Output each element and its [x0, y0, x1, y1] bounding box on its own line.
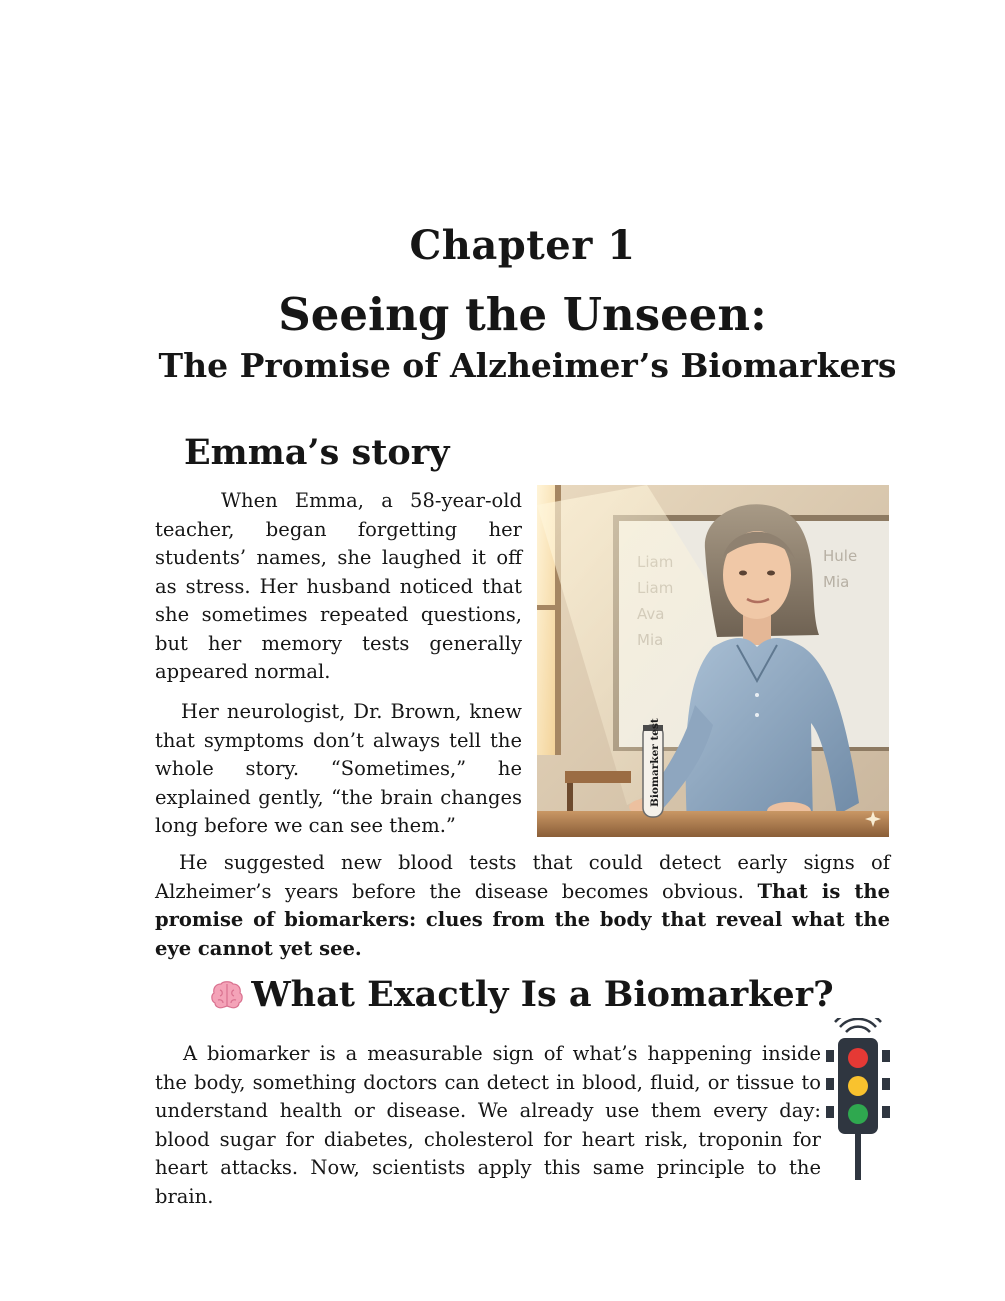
tube-label: Biomarker test: [649, 718, 661, 807]
emma-paragraph-2: Her neurologist, Dr. Brown, knew that symptoms don’t always tell the whole story. “Sometimes,” he explained gently, “the brain changes long before we can see them.”: [155, 700, 522, 837]
board-name-5: Hule: [823, 547, 858, 565]
biomarker-heading-row: [0, 974, 1005, 1015]
paragraph-3-bold: That is the promise of biomarkers: clues from the body that reveal what the eye cannot yet see.: [155, 879, 890, 960]
emma-paragraph-3: [155, 849, 890, 963]
emma-story-heading: Emma’s story: [184, 432, 450, 473]
chapter-subtitle: The Promise of Alzheimer’s Biomarkers: [158, 346, 897, 385]
teacher-illustration: [537, 485, 889, 837]
chapter-label: Chapter 1: [409, 222, 636, 269]
traffic-light-icon: [826, 1018, 890, 1182]
biomarker-paragraph: A biomarker is a measurable sign of what’s happening inside the body, something doctors can detect in blood, fluid, or tissue to understand health or disease. We already use them every day: blood sugar for diabetes, cholesterol for heart risk, troponin for heart attacks. Now, scientists apply this same principle to the brain.: [155, 1042, 821, 1208]
board-name-6: Mia: [823, 573, 850, 591]
brain-icon: [211, 980, 243, 1010]
emma-paragraph-1: When Emma, a 58-year-old teacher, began forgetting her students’ names, she laughed it off as stress. Her husband noticed that she sometimes repeated questions, but her memory tests generally appeared normal.: [155, 489, 522, 683]
paragraph-3-plain: He suggested new blood tests that could detect early signs of Alzheimer’s years before the disease becomes obvious.: [155, 851, 890, 903]
biomarker-heading: What Exactly Is a Biomarker?: [251, 974, 834, 1015]
chapter-title: Seeing the Unseen:: [278, 288, 767, 341]
